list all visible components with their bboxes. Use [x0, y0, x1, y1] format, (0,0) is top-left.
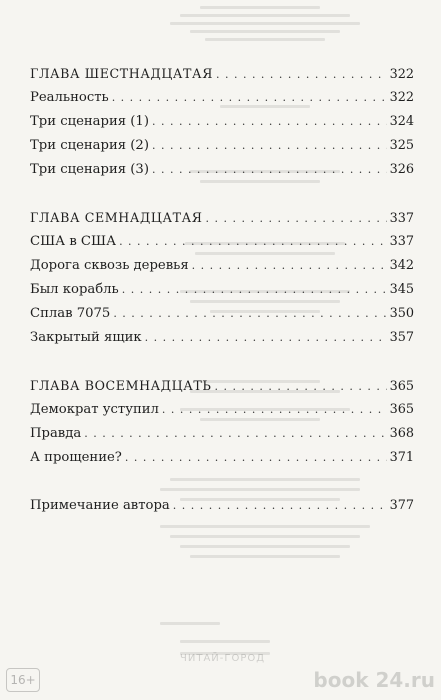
toc-section-chapter-18: [30, 374, 414, 470]
toc-entry-title: Сплав 7075: [30, 306, 111, 321]
toc-entry[interactable]: [30, 398, 414, 422]
toc-entry[interactable]: [30, 110, 414, 134]
toc-heading-title: ГЛАВА СЕМНАДЦАТАЯ: [30, 210, 203, 225]
toc-entry-title: А прощение?: [30, 450, 122, 465]
toc-entry-title: Закрытый ящик: [30, 330, 142, 345]
toc-page-number: 368: [389, 426, 414, 441]
toc-page-number: 337: [389, 211, 414, 226]
toc-page-number: 377: [389, 498, 414, 513]
toc-page-number: 337: [389, 234, 414, 249]
dot-leader: [119, 230, 387, 254]
toc-heading-title: ГЛАВА ВОСЕМНАДЦАТЬ: [30, 378, 212, 393]
toc-page-number: 350: [389, 306, 414, 321]
dot-leader: [112, 86, 387, 110]
dot-leader: [84, 422, 386, 446]
toc-entry-title: США в США: [30, 234, 117, 249]
toc-entry-title: Три сценария (2): [30, 138, 149, 153]
toc-entry[interactable]: [30, 422, 414, 446]
toc-chapter-heading[interactable]: [30, 206, 414, 230]
toc-entry-title: Дорога сквозь деревья: [30, 258, 189, 273]
toc-section-chapter-16: [30, 62, 414, 182]
toc-page-number: 325: [389, 138, 414, 153]
store-watermark: ЧИТАЙ-ГОРОД: [180, 653, 266, 664]
toc-page-number: 371: [389, 450, 414, 465]
toc-entry-title: Примечание автора: [30, 498, 170, 513]
toc-entry-title: Демократ уступил: [30, 402, 159, 417]
toc-page-number: 345: [389, 282, 414, 297]
toc-page-number: 342: [389, 258, 414, 273]
toc-heading-title: ГЛАВА ШЕСТНАДЦАТАЯ: [30, 66, 213, 81]
toc-entry[interactable]: [30, 278, 414, 302]
toc-page-number: 324: [389, 114, 414, 129]
dot-leader: [152, 134, 387, 158]
toc-page-number: 322: [389, 67, 414, 82]
toc-page-number: 322: [389, 90, 414, 105]
toc-entry-title: Реальность: [30, 90, 109, 105]
dot-leader: [145, 326, 387, 350]
dot-leader: [122, 278, 387, 302]
dot-leader: [216, 63, 387, 87]
toc-entry-title: Правда: [30, 426, 82, 441]
dot-leader: [152, 158, 387, 182]
toc-entry-author-note[interactable]: [30, 494, 414, 518]
toc-page-number: 365: [389, 402, 414, 417]
dot-leader: [206, 207, 387, 231]
toc-entry[interactable]: [30, 326, 414, 350]
toc-entry[interactable]: [30, 134, 414, 158]
toc-entry-title: Три сценария (1): [30, 114, 149, 129]
toc-section-chapter-17: [30, 206, 414, 350]
toc-entry[interactable]: [30, 158, 414, 182]
toc-entry[interactable]: [30, 446, 414, 470]
page-footer: [0, 654, 441, 700]
toc-chapter-heading[interactable]: [30, 62, 414, 86]
toc-page-number: 326: [389, 162, 414, 177]
dot-leader: [113, 302, 386, 326]
toc-chapter-heading[interactable]: [30, 374, 414, 398]
dot-leader: [214, 375, 386, 399]
toc-entry[interactable]: [30, 302, 414, 326]
toc-section-author-note: [30, 494, 414, 518]
dot-leader: [192, 254, 387, 278]
age-rating-badge: 16+: [6, 668, 40, 692]
dot-leader: [173, 494, 387, 518]
toc-page-number: 365: [389, 379, 414, 394]
toc-entry-title: Был корабль: [30, 282, 119, 297]
dot-leader: [162, 398, 387, 422]
toc-page-number: 357: [389, 330, 414, 345]
site-watermark: book 24.ru: [313, 668, 435, 692]
toc-entry-title: Три сценария (3): [30, 162, 149, 177]
dot-leader: [152, 110, 387, 134]
toc-entry[interactable]: [30, 230, 414, 254]
toc-entry[interactable]: [30, 86, 414, 110]
toc-entry[interactable]: [30, 254, 414, 278]
dot-leader: [125, 446, 387, 470]
table-of-contents: [30, 62, 414, 542]
